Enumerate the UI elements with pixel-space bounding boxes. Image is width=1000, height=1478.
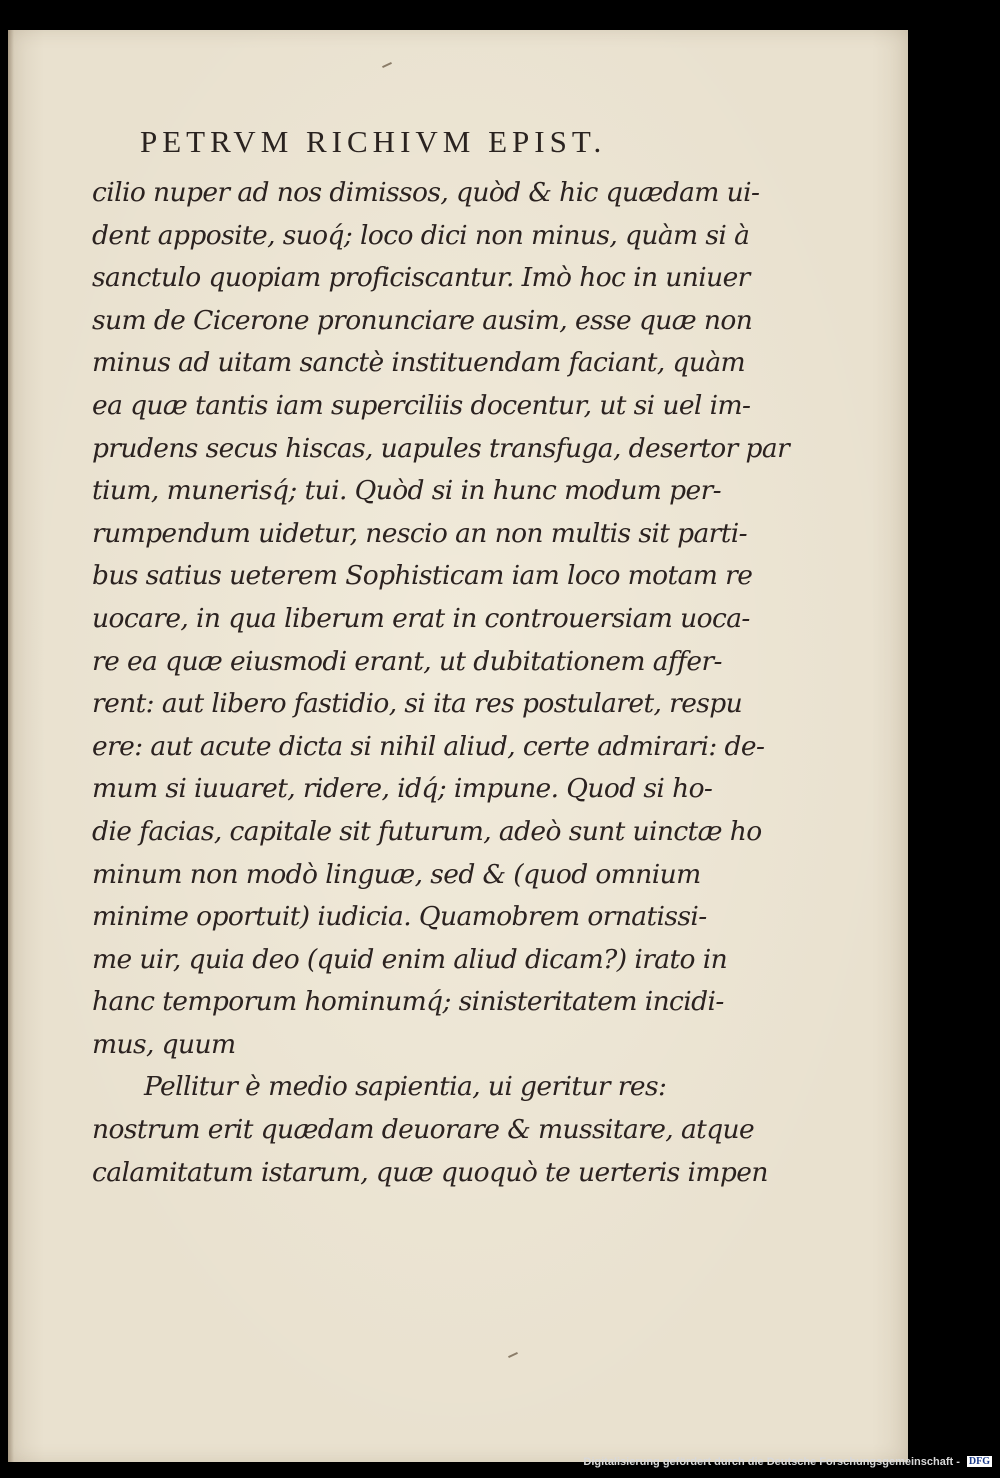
text-line: hanc temporum hominumq́; sinisteritatem incidi- [92,986,724,1018]
text-line: dent apposite, suoq́; loco dici non minus, quàm si à [92,219,750,251]
text-line: prudens secus hiscas, uapules transfuga, desertor par [92,432,790,464]
text-line: minus ad uitam sanctè instituendam faciant, quàm [92,347,746,379]
text-line: mum si iuuaret, ridere, idq́; impune. Quod si ho- [92,773,713,805]
text-line: re ea quæ eiusmodi erant, ut dubitationem affer- [92,645,722,677]
body-text [92,172,790,1194]
text-line: bus satius ueterem Sophisticam iam loco motam re [92,560,753,592]
text-line: tium, munerisq́; tui. Quòd si in hunc modum per- [92,475,722,507]
text-line: minime oportuit) iudicia. Quamobrem ornatissi- [92,901,707,933]
text-line: cilio nuper ad nos dimissos, quòd & hic quædam ui- [92,177,760,208]
credit-text: Digitalisierung gefördert durch die Deutsche Forschungsgemeinschaft - [583,1456,960,1468]
text-line: rent: aut libero fastidio, si ita res postularet, respu [92,688,743,720]
text-line: uocare, in qua liberum erat in controuersiam uoca- [92,602,750,634]
text-line: mus, quum [92,1028,236,1060]
text-line: ere: aut acute dicta si nihil aliud, certe admirari: de- [92,730,765,762]
page-gutter-shadow [8,30,14,1462]
text-line: die facias, capitale sit futurum, adeò sunt uinctæ ho [92,815,762,847]
digitization-credit [583,1452,992,1470]
text-line: me uir, quia deo (quid enim aliud dicam?) irato in [92,943,728,975]
text-line: ea quæ tantis iam superciliis docentur, ut si uel im- [92,389,751,421]
text-line: rumpendum uidetur, nescio an non multis sit parti- [92,517,747,549]
dfg-logo-icon: DFG [968,1455,990,1467]
text-line: nostrum erit quædam deuorare & mussitare, atque [92,1114,755,1146]
text-line: sum de Cicerone pronunciare ausim, esse quæ non [92,304,753,336]
text-line: minum non modò linguæ, sed & (quod omnium [92,858,701,890]
verse-line: Pellitur è medio sapientia, ui geritur res: [144,1071,667,1103]
text-line: calamitatum istarum, quæ quoquò te uerteris impen [92,1156,768,1188]
text-line: sanctulo quopiam proficiscantur. Imò hoc in uniuer [92,262,750,294]
running-head: PETRVM RICHIVM EPIST. [140,124,607,159]
